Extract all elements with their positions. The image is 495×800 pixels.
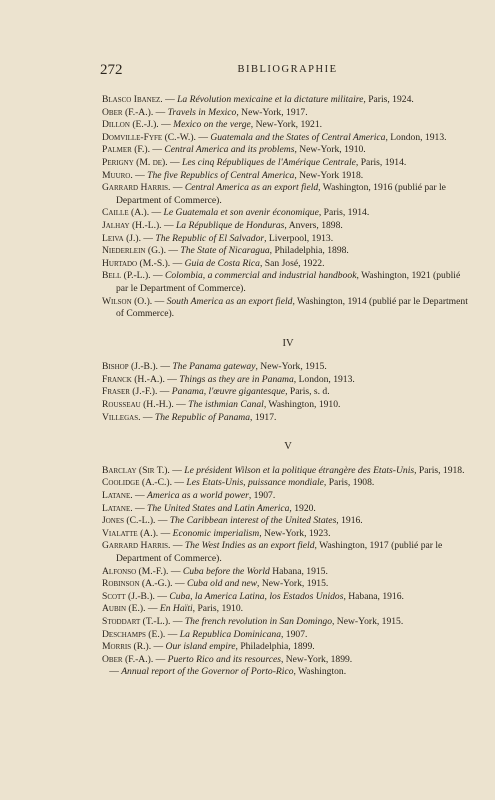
entry-title: Guia de Costa Rica bbox=[184, 257, 260, 269]
entry-dash: — bbox=[172, 477, 187, 489]
entry-author: Coolidge (A.-C.). bbox=[102, 477, 173, 489]
entry-dash: — bbox=[151, 641, 166, 653]
entry-dash: — bbox=[167, 156, 183, 168]
entry-dash: — bbox=[157, 386, 172, 398]
entry-dash: — bbox=[150, 144, 165, 156]
entry-dash: — bbox=[170, 615, 185, 627]
entry-publication: , Philadelphia, 1899. bbox=[235, 641, 315, 653]
entry-author: Bishop (J.-B.). bbox=[102, 361, 158, 373]
entry-publication: , Liverpool, 1913. bbox=[264, 232, 334, 244]
entry-title: Central America and its problems bbox=[164, 144, 295, 156]
entry-author: Blasco Ibanez. bbox=[102, 94, 163, 105]
entry-title: Our island empire bbox=[165, 641, 236, 653]
entry-publication: , Washington, 1916 (publié par le Department of Commerce). bbox=[116, 182, 446, 206]
entry-dash: — bbox=[153, 653, 168, 665]
entry-dash: — bbox=[168, 565, 183, 577]
entry-title: La République de Honduras bbox=[175, 219, 285, 231]
entry-title: South America as an export field bbox=[166, 295, 293, 307]
entry-title: Colombia, a commercial and industrial handbook bbox=[164, 270, 357, 282]
entry-dash: — bbox=[164, 373, 180, 385]
entry-publication: , 1917. bbox=[250, 411, 277, 423]
bibliography-entry bbox=[102, 629, 474, 642]
bibliography-entry bbox=[102, 490, 474, 503]
entry-publication: , Washington, 1910. bbox=[263, 399, 341, 411]
entry-publication: , New-York 1918. bbox=[294, 169, 364, 181]
entry-author: Latane. bbox=[102, 502, 133, 514]
entry-dash: — bbox=[140, 411, 155, 423]
entry-publication: , New-York, 1915. bbox=[255, 361, 327, 373]
entry-dash: — bbox=[166, 245, 181, 257]
entry-title: Travels in Mexico bbox=[167, 106, 237, 118]
entry-publication: , London, 1913. bbox=[385, 131, 447, 143]
entry-author: Alfonso (M.-F.). bbox=[102, 565, 169, 577]
bibliography-entry bbox=[102, 144, 474, 157]
entry-dash: — bbox=[165, 628, 180, 640]
entry-author: Garrard Harris. bbox=[102, 182, 171, 194]
entry-publication: , Paris, 1914. bbox=[355, 156, 407, 168]
entry-dash: — bbox=[170, 257, 185, 269]
bibliography-entry bbox=[102, 503, 474, 516]
entry-author: Stoddart (T.-L.). bbox=[102, 615, 171, 627]
entry-author: Hurtado (M.-S.). bbox=[102, 257, 171, 269]
bibliography-entry bbox=[102, 578, 474, 591]
entry-title: Economic imperialism bbox=[172, 527, 260, 539]
bibliography-entry bbox=[102, 119, 474, 132]
bibliography-entry bbox=[102, 157, 474, 170]
entry-title: Les cinq Républiques de l'Amérique Centrale bbox=[182, 156, 356, 168]
bibliography-entry bbox=[102, 477, 474, 490]
entry-publication: , San José, 1922. bbox=[259, 257, 325, 269]
bibliography-entry bbox=[102, 107, 474, 120]
entry-publication: , Philadelphia, 1898. bbox=[269, 245, 349, 257]
entry-publication: , Washington, 1914 (publié par le Department of Commerce). bbox=[116, 295, 468, 320]
entry-title: The Caribbean interest of the United States bbox=[169, 515, 337, 527]
entry-author: Garrard Harris. bbox=[102, 540, 171, 552]
entry-dash: — bbox=[150, 270, 165, 282]
entry-publication: , New-York, 1923. bbox=[259, 527, 331, 539]
entry-dash: — bbox=[195, 131, 211, 143]
entry-publication: , Paris, 1924. bbox=[363, 94, 414, 105]
bibliography-entry bbox=[102, 641, 474, 654]
bibliography-entry bbox=[102, 412, 474, 425]
bibliography-entry bbox=[102, 654, 474, 667]
entry-title: The Republic of Panama bbox=[154, 411, 251, 423]
bibliography-entry bbox=[102, 591, 474, 604]
bibliography-entry bbox=[102, 515, 474, 528]
entry-title: The State of Nicaragua bbox=[180, 245, 270, 257]
entry-dash: — bbox=[152, 295, 167, 307]
entry-dash: — bbox=[154, 590, 170, 602]
entry-author: Domville-Fyfe (C.-W.). bbox=[102, 131, 196, 143]
entry-publication: , New-York, 1915. bbox=[257, 578, 329, 590]
entry-dash: — bbox=[173, 399, 189, 411]
bibliography-entry bbox=[102, 207, 474, 220]
entry-author: Bell (P.-L.). bbox=[102, 270, 151, 282]
entry-publication: Habana, 1915. bbox=[269, 565, 328, 577]
entry-author: Franck (H.-A.). bbox=[102, 373, 165, 385]
entry-author: Perigny (M. de). bbox=[102, 156, 168, 168]
entry-dash: — bbox=[169, 464, 185, 476]
entry-publication: , Paris, s. d. bbox=[285, 386, 330, 398]
bibliography-entry bbox=[102, 94, 474, 107]
entry-author: Morris (R.). bbox=[102, 641, 152, 653]
entry-publication: , Washington, 1921 (publié par le Department of Commerce). bbox=[116, 270, 461, 294]
entry-title: Le Guatemala et son avenir économique bbox=[163, 207, 319, 219]
entry-title: Guatemala and the States of Central America bbox=[210, 131, 386, 143]
entry-dash: — bbox=[170, 540, 185, 552]
entry-author: Deschamps (E.). bbox=[102, 628, 166, 640]
entry-author: Aubin (E.). bbox=[102, 603, 146, 615]
section-heading: IV bbox=[282, 337, 294, 349]
entry-title: Central America as an export field bbox=[184, 182, 319, 194]
entry-author: Villegas. bbox=[102, 411, 141, 423]
entry-dash: — bbox=[145, 603, 160, 615]
bibliography-entry bbox=[102, 220, 474, 233]
entry-dash: — bbox=[170, 182, 185, 194]
entry-author: Wilson (O.). bbox=[102, 295, 153, 307]
running-title: BIBLIOGRAPHIE bbox=[237, 64, 338, 75]
entry-title: La Révolution mexicaine et la dictature militaire bbox=[177, 94, 364, 105]
bibliography-entry bbox=[102, 540, 474, 565]
bibliography-entry bbox=[102, 233, 474, 246]
entry-dash: — bbox=[155, 515, 170, 527]
bibliography-entry bbox=[102, 270, 474, 295]
bibliography-entry bbox=[102, 132, 474, 145]
bibliography-entry bbox=[102, 566, 474, 579]
bibliography-entry bbox=[102, 182, 474, 207]
entry-dash: — bbox=[132, 169, 148, 181]
entry-title: Les Etats-Unis, puissance mondiale bbox=[186, 477, 324, 489]
bibliography-entry bbox=[102, 258, 474, 271]
entry-title: Le président Wilson et la politique étrangère des Etats-Unis bbox=[184, 464, 415, 476]
entry-title: Cuba old and new bbox=[186, 578, 258, 590]
entry-author: Robinson (A.-G.). bbox=[102, 578, 173, 590]
bibliography-entry bbox=[102, 170, 474, 183]
entry-author: Latane. bbox=[102, 490, 133, 502]
entry-author: Scott (J.-B.). bbox=[102, 590, 155, 602]
entry-dash: — bbox=[172, 578, 187, 590]
entry-publication: , New-York, 1917. bbox=[236, 106, 308, 118]
entry-title: The United States and Latin America bbox=[147, 502, 290, 514]
bibliography-entry bbox=[102, 361, 474, 374]
entry-dash: — bbox=[149, 207, 164, 219]
entry-publication: , Habana, 1916. bbox=[343, 590, 404, 602]
entry-dash: — bbox=[161, 219, 176, 231]
bibliography-entry bbox=[102, 296, 474, 321]
entry-title: Mexico on the verge bbox=[173, 119, 251, 131]
entry-publication: , New-York, 1899. bbox=[280, 653, 353, 665]
entry-publication: , New-York, 1915. bbox=[332, 615, 404, 627]
entry-author: Fraser (J.-F.). bbox=[102, 386, 158, 398]
entry-title: The isthmian Canal bbox=[188, 399, 264, 411]
entry-author: Leiva (J.). bbox=[102, 232, 141, 244]
entry-publication: , New-York, 1921. bbox=[250, 119, 323, 131]
entry-author: Barclay (Sir T.). bbox=[102, 464, 170, 476]
entry-author: Dillon (E.-J.). bbox=[102, 119, 159, 131]
bibliography-entry bbox=[102, 528, 474, 541]
entry-author: Ober (F.-A.). bbox=[102, 653, 154, 665]
entry-publication: , Paris, 1918. bbox=[414, 464, 465, 476]
entry-dash: — bbox=[153, 106, 168, 118]
bibliography-list bbox=[102, 94, 474, 679]
entry-dash: — bbox=[102, 666, 122, 678]
entry-publication: , 1907. bbox=[281, 628, 308, 640]
entry-publication: , Washington, 1917 (publié par le Department of Commerce). bbox=[116, 540, 443, 564]
entry-title: The West Indies as an export field bbox=[184, 540, 315, 552]
entry-title: Annual report of the Governor of Porto-Rico bbox=[121, 666, 294, 678]
entry-author: Caille (A.). bbox=[102, 207, 150, 219]
entry-dash: — bbox=[157, 361, 173, 373]
entry-title: Panama, l'œuvre gigantesque bbox=[171, 386, 286, 398]
entry-publication: , Paris, 1910. bbox=[192, 603, 244, 615]
entry-title: America as a world power bbox=[147, 490, 249, 502]
entry-dash: — bbox=[132, 502, 148, 514]
entry-title: Puerto Rico and its resources bbox=[167, 653, 281, 665]
page-number: 272 bbox=[100, 62, 123, 78]
bibliography-entry bbox=[102, 616, 474, 629]
entry-author: Ober (F.-A.). bbox=[102, 106, 154, 118]
entry-title: The Panama gateway bbox=[172, 361, 256, 373]
entry-publication: , 1916. bbox=[336, 515, 363, 527]
bibliography-entry bbox=[102, 666, 474, 679]
entry-publication: , Paris, 1914. bbox=[318, 207, 370, 219]
bibliography-entry bbox=[102, 603, 474, 616]
entry-author: Rousseau (H.-H.). bbox=[102, 399, 174, 411]
bibliography-entry bbox=[102, 386, 474, 399]
entry-publication: , 1907. bbox=[248, 490, 276, 502]
entry-title: La Republica Dominicana bbox=[179, 628, 281, 640]
entry-title: The five Republics of Central America bbox=[147, 169, 295, 181]
entry-author: Jones (C.-L.). bbox=[102, 515, 156, 527]
entry-author: Palmer (F.). bbox=[102, 144, 150, 156]
entry-title: Cuba, la America Latina, los Estados Unidos bbox=[169, 590, 344, 602]
section-heading: V bbox=[284, 441, 292, 453]
entry-title: Cuba before the World bbox=[182, 565, 270, 577]
bibliography-entry bbox=[102, 245, 474, 258]
entry-title: En Haïti bbox=[159, 603, 193, 615]
entry-dash: — bbox=[158, 527, 173, 539]
bibliography-entry bbox=[102, 374, 474, 387]
entry-title: The Republic of El Salvador bbox=[155, 232, 265, 244]
entry-publication: , Washington. bbox=[293, 666, 347, 678]
entry-dash: — bbox=[132, 490, 148, 502]
entry-author: Muuro. bbox=[102, 169, 133, 181]
bibliography-entry bbox=[102, 399, 474, 412]
entry-publication: , 1920. bbox=[289, 502, 316, 514]
entry-dash: — bbox=[141, 232, 156, 244]
entry-publication: , Paris, 1908. bbox=[323, 477, 375, 489]
entry-title: The french revolution in San Domingo bbox=[184, 615, 332, 627]
entry-author: Niederlein (G.). bbox=[102, 245, 166, 257]
entry-dash: — bbox=[158, 119, 174, 131]
entry-publication: , New-York, 1910. bbox=[294, 144, 366, 156]
entry-publication: , Anvers, 1898. bbox=[284, 219, 343, 231]
entry-author: Vialatte (A.). bbox=[102, 527, 159, 539]
entry-publication: , London, 1913. bbox=[293, 373, 355, 385]
entry-dash: — bbox=[162, 94, 178, 105]
page-header bbox=[100, 62, 475, 80]
bibliography-entry bbox=[102, 465, 474, 478]
entry-author: Jalhay (H.-L.). bbox=[102, 219, 162, 231]
entry-title: Things as they are in Panama bbox=[179, 373, 294, 385]
